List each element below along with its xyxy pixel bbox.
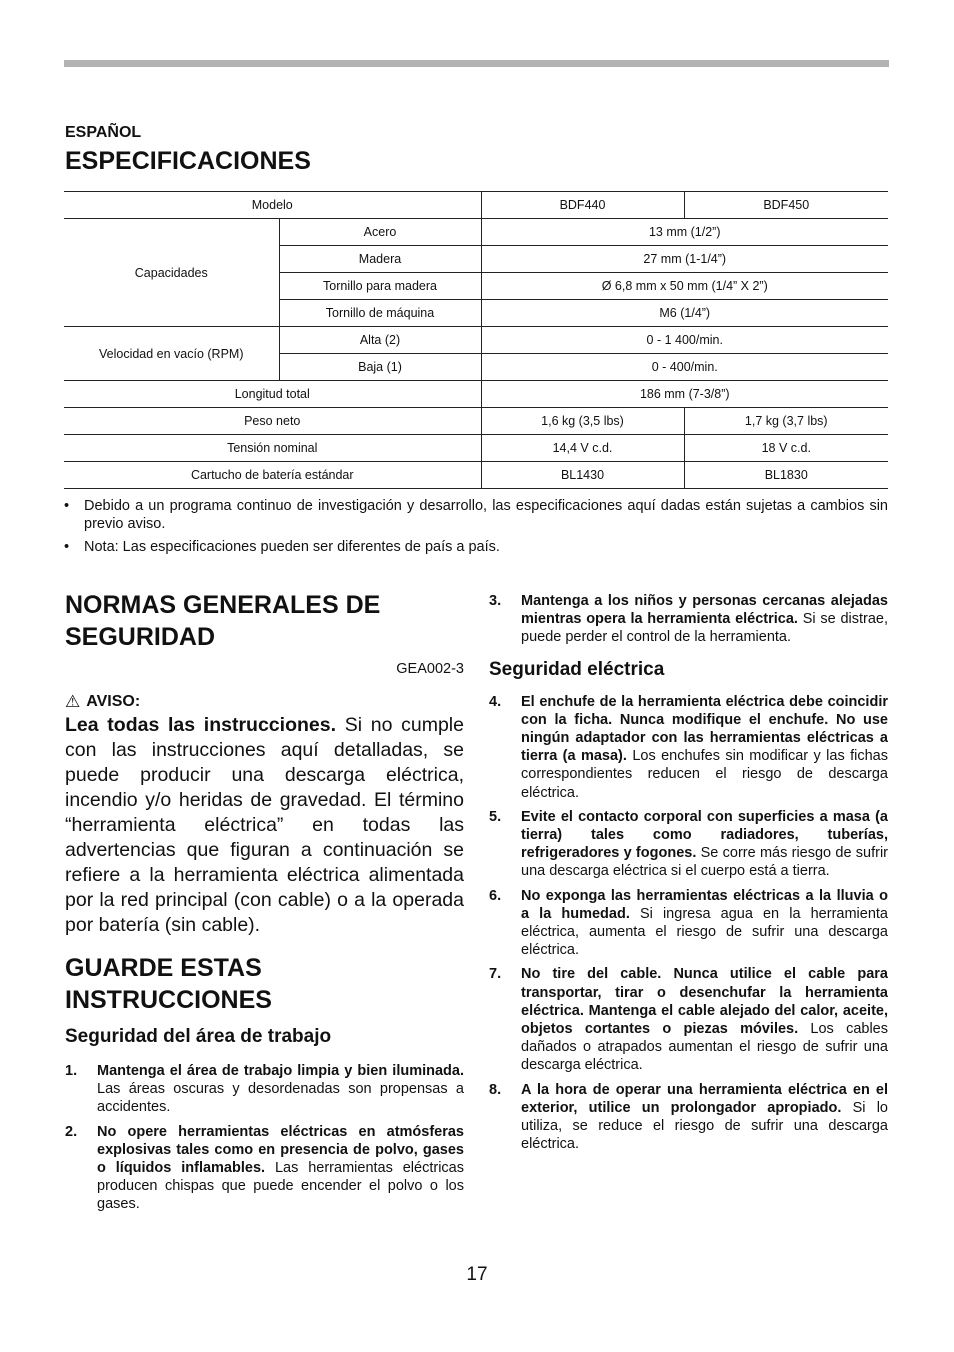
item-bold: No opere herramientas eléctricas en atmósferas explosivas tales como en presencia de polvo, gases o líquidos inflamables.: [97, 1123, 464, 1177]
table-cell: 186 mm (7-3/8”): [481, 381, 888, 408]
table-cell: Velocidad en vacío (RPM): [64, 327, 279, 381]
spec-notes: [64, 497, 888, 561]
warning-label: [65, 693, 464, 711]
specifications-table: [64, 191, 888, 489]
table-row: [64, 192, 888, 219]
table-cell: Cartucho de batería estándar: [64, 462, 481, 489]
item-text: Los cables dañados o atrapados aumentan el riesgo de sufrir una descarga eléctrica.: [521, 1021, 888, 1074]
table-cell: 13 mm (1/2”): [481, 219, 888, 246]
item-text: Se corre más riesgo de sufrir una descarga eléctrica si el cuerpo está a tierra.: [521, 845, 889, 880]
warning-lead-text: Si no cumple con las instrucciones aquí detalladas, se puede producir una descarga eléctrica, incendio y/o heridas de gravedad. El término “herramienta eléctrica” en todas las advertencias que figuran a continuación se refiere a la herramienta eléctrica alimentada por la red principal (con cable) o a la operada por batería (sin cable).: [65, 714, 464, 936]
right-column: [489, 592, 888, 1159]
table-cell: Modelo: [64, 192, 481, 219]
item-text: Las áreas oscuras y desordenadas son propensas a accidentes.: [97, 1081, 464, 1116]
item-bold: Mantenga a los niños y personas cercanas alejadas mientras opera la herramienta eléctrica.: [521, 593, 888, 628]
table-row: [64, 408, 888, 435]
table-cell: Tornillo de máquina: [279, 300, 481, 327]
warning-lead-bold: Lea todas las instrucciones.: [65, 714, 337, 736]
warning-paragraph: [65, 713, 464, 938]
item-number: 6.: [489, 887, 502, 904]
item-number: 1.: [65, 1063, 78, 1079]
list-item: [65, 1123, 464, 1214]
item-text: Las herramientas eléctricas producen chispas que puede encender el polvo o los gases.: [97, 1160, 464, 1213]
table-cell: 0 - 1 400/min.: [481, 327, 888, 354]
table-cell: 27 mm (1-1/4”): [481, 246, 888, 273]
table-cell: Longitud total: [64, 381, 481, 408]
note-item: • Debido a un programa continuo de investigación y desarrollo, las especificaciones aquí dadas están sujetas a cambios sin previo aviso.: [64, 497, 888, 533]
table-cell: BL1830: [684, 462, 888, 489]
table-row: [64, 381, 888, 408]
table-cell: Alta (2): [279, 327, 481, 354]
table-cell: 0 - 400/min.: [481, 354, 888, 381]
item-number: 7.: [489, 966, 502, 983]
item-text: Los enchufes sin modificar y las fichas correspondientes reducen el riesgo de descarga eléctrica.: [521, 748, 888, 801]
warning-triangle-icon: ⚠: [65, 692, 81, 711]
table-row: [64, 219, 888, 246]
work-area-heading: Seguridad del área de trabajo: [65, 1026, 332, 1047]
table-cell: 18 V c.d.: [684, 435, 888, 462]
item-number: 3.: [489, 593, 502, 609]
top-rule: [64, 60, 889, 67]
electrical-safety-heading: Seguridad eléctrica: [489, 658, 665, 680]
table-row: [64, 327, 888, 354]
table-cell: BL1430: [481, 462, 684, 489]
item-text: Si ingresa agua en la herramienta eléctrica, aumenta el riesgo de sufrir una descarga eléctrica.: [521, 905, 888, 959]
keep-instructions-heading: GUARDE ESTAS INSTRUCCIONES: [65, 954, 272, 1014]
table-cell: Tensión nominal: [64, 435, 481, 462]
table-cell: M6 (1/4”): [481, 300, 888, 327]
list-item: [489, 808, 888, 881]
table-cell: 1,6 kg (3,5 lbs): [481, 408, 684, 435]
table-row: [64, 462, 888, 489]
list-item: [489, 887, 888, 960]
list-item: [489, 1081, 888, 1154]
item-number: 4.: [489, 693, 502, 710]
table-cell: 1,7 kg (3,7 lbs): [684, 408, 888, 435]
document-code: GEA002-3: [396, 661, 464, 677]
language-label: ESPAÑOL: [65, 124, 142, 141]
item-number: 8.: [489, 1081, 502, 1098]
item-bold: Mantenga el área de trabajo limpia y bien iluminada.: [97, 1063, 464, 1079]
warning-text: AVISO:: [86, 693, 141, 710]
table-cell: 14,4 V c.d.: [481, 435, 684, 462]
item-text: Si lo utiliza, se reduce el riesgo de sufrir una descarga eléctrica.: [521, 1099, 888, 1153]
table-cell: BDF440: [481, 192, 684, 219]
list-item: [489, 965, 888, 1074]
item-bold: A la hora de operar una herramienta eléctrica en el exterior, utilice un prolongador apropiado.: [521, 1081, 888, 1116]
note-item: • Nota: Las especificaciones pueden ser diferentes de país a país.: [64, 538, 888, 556]
left-column: [65, 589, 464, 1220]
table-cell: Capacidades: [64, 219, 279, 327]
table-cell: Acero: [279, 219, 481, 246]
table-cell: Madera: [279, 246, 481, 273]
item-bold: El enchufe de la herramienta eléctrica debe coincidir con la ficha. Nunca modifique el enchufe. No use ningún adaptador con las herramientas eléctricas a tierra (a masa).: [521, 693, 888, 765]
item-number: 5.: [489, 808, 502, 825]
item-text: Si se distrae, puede perder el control de la herramienta.: [521, 611, 888, 646]
table-cell: Baja (1): [279, 354, 481, 381]
specifications-heading: ESPECIFICACIONES: [65, 147, 311, 175]
table-cell: Ø 6,8 mm x 50 mm (1/4” X 2”): [481, 273, 888, 300]
table-cell: BDF450: [684, 192, 888, 219]
item-number: 2.: [65, 1123, 78, 1140]
list-item: [489, 592, 888, 647]
page-number: 17: [466, 1264, 488, 1285]
item-bold: No tire del cable. Nunca utilice el cable para transportar, tirar o desenchufar la herramienta eléctrica. Mantenga el cable alejado del calor, aceite, objetos cortantes o piezas móviles.: [521, 966, 888, 1038]
item-bold: No exponga las herramientas eléctricas a la lluvia o a la humedad.: [521, 887, 888, 922]
table-cell: Tornillo para madera: [279, 273, 481, 300]
table-row: [64, 435, 888, 462]
safety-heading: NORMAS GENERALES DE SEGURIDAD: [65, 591, 381, 651]
list-item: [65, 1062, 464, 1117]
item-bold: Evite el contacto corporal con superficies a masa (a tierra) tales como radiadores, tuberías, refrigeradores y fogones.: [521, 808, 888, 862]
table-cell: Peso neto: [64, 408, 481, 435]
list-item: [489, 693, 888, 802]
